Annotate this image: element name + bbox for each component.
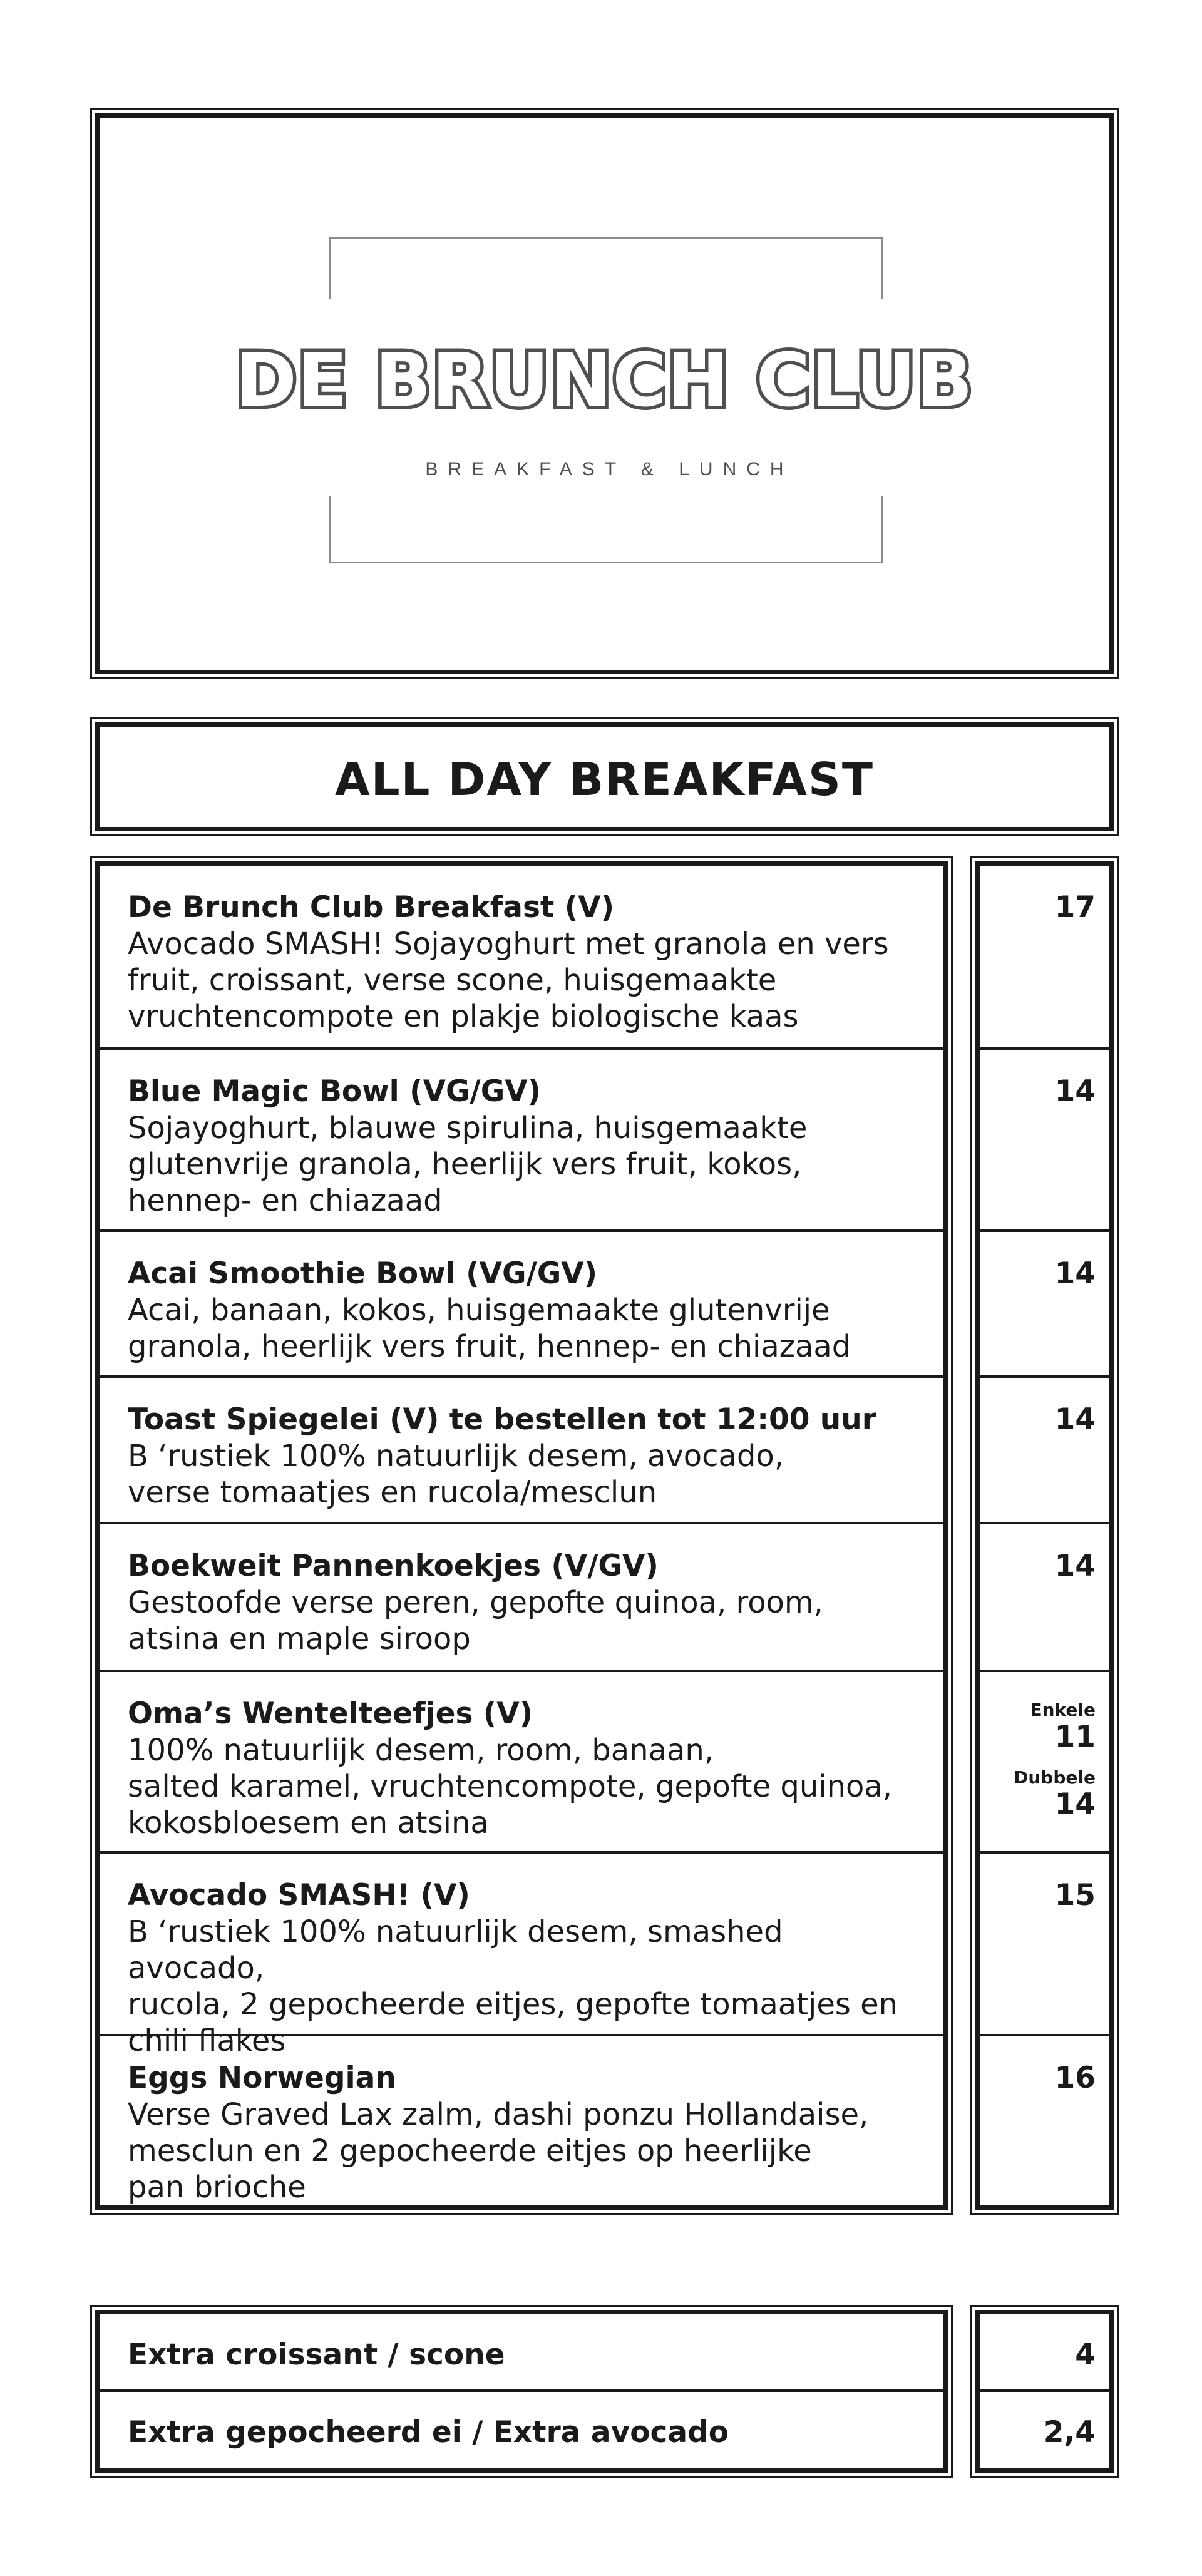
item-price: 14 xyxy=(1054,1402,1096,1437)
logo-title: DE BRUNCH CLUB xyxy=(235,337,973,423)
extras-table xyxy=(90,2305,953,2478)
extra-price-cell xyxy=(980,2392,1109,2470)
item-description: Gestoofde verse peren, gepofte quinoa, room, atsina en maple siroop xyxy=(128,1585,823,1656)
item-name: Oma’s Wentelteefjes (V) xyxy=(128,1696,533,1731)
item-description: B ‘rustiek 100% natuurlijk desem, smashed avocado, rucola, 2 gepocheerde eitjes, gepofte tomaatjes en chili flakes xyxy=(128,1914,898,2058)
item-price: 14 xyxy=(1054,1074,1096,1109)
item-description: Sojayoghurt, blauwe spirulina, huisgemaakte glutenvrije granola, heerlijk vers fruit, kokos, hennep- en chiazaad xyxy=(128,1111,808,1218)
extra-price-cell xyxy=(980,2314,1109,2392)
menu-item xyxy=(100,1378,943,1524)
logo-box xyxy=(90,108,1119,679)
menu-item xyxy=(100,1524,943,1672)
item-description: B ‘rustiek 100% natuurlijk desem, avocado, verse tomaatjes en rucola/mesclun xyxy=(128,1439,784,1510)
item-name: Avocado SMASH! (V) xyxy=(128,1878,470,1912)
menu-item xyxy=(100,2036,943,2205)
price-cell xyxy=(980,1378,1109,1524)
extra-name: Extra croissant / scone xyxy=(128,2337,505,2372)
menu-item xyxy=(100,1854,943,2058)
extra-price: 4 xyxy=(1075,2337,1096,2372)
extra-name: Extra gepocheerd ei / Extra avocado xyxy=(128,2415,729,2450)
item-description: Avocado SMASH! Sojayoghurt met granola en vers fruit, croissant, verse scone, huisgemaakte vruchtencompote en plakje biologische kaas xyxy=(128,926,889,1034)
section-title: ALL DAY BREAKFAST xyxy=(335,753,874,806)
item-name: Blue Magic Bowl (VG/GV) xyxy=(128,1074,542,1109)
item-name: Eggs Norwegian xyxy=(128,2061,396,2095)
price-cell xyxy=(980,1854,1109,2036)
price-option-value: 14 xyxy=(1054,1787,1096,1822)
item-price: 16 xyxy=(1054,2061,1096,2095)
price-option-value: 11 xyxy=(1054,1720,1096,1754)
item-price: 17 xyxy=(1054,890,1096,925)
item-name: De Brunch Club Breakfast (V) xyxy=(128,890,615,925)
price-option-label: Dubbele xyxy=(1014,1767,1096,1788)
menu-prices-table xyxy=(970,856,1119,2215)
section-heading-box xyxy=(90,717,1119,836)
item-name: Toast Spiegelei (V) te bestellen tot 12:00 uur xyxy=(128,1402,876,1437)
price-cell xyxy=(980,2036,1109,2205)
price-cell xyxy=(980,866,1109,1050)
price-cell xyxy=(980,1672,1109,1854)
item-price: 15 xyxy=(1054,1878,1096,1912)
price-cell xyxy=(980,1524,1109,1672)
item-price: 14 xyxy=(1054,1549,1096,1583)
price-cell xyxy=(980,1232,1109,1378)
extras-prices-table xyxy=(970,2305,1119,2478)
extra-price: 2,4 xyxy=(1043,2415,1096,2450)
extra-item xyxy=(100,2314,943,2392)
item-name: Boekweit Pannenkoekjes (V/GV) xyxy=(128,1549,659,1583)
price-options xyxy=(1014,1700,1096,1821)
logo-subtitle: BREAKFAST & LUNCH xyxy=(425,459,794,480)
menu-item xyxy=(100,1672,943,1854)
extra-item xyxy=(100,2392,943,2470)
menu-item xyxy=(100,1232,943,1378)
item-description: 100% natuurlijk desem, room, banaan, salted karamel, vruchtencompote, gepofte quinoa, kokosbloesem en atsina xyxy=(128,1733,893,1840)
menu-item xyxy=(100,866,943,1050)
item-name: Acai Smoothie Bowl (VG/GV) xyxy=(128,1256,598,1291)
price-option-label: Enkele xyxy=(1030,1700,1096,1720)
menu-item xyxy=(100,1050,943,1232)
item-description: Acai, banaan, kokos, huisgemaakte glutenvrije granola, heerlijk vers fruit, hennep- en chiazaad xyxy=(128,1293,851,1364)
menu-items-table xyxy=(90,856,953,2215)
item-price: 14 xyxy=(1054,1256,1096,1291)
price-cell xyxy=(980,1050,1109,1232)
item-description: Verse Graved Lax zalm, dashi ponzu Hollandaise, mesclun en 2 gepocheerde eitjes op heerlijke pan brioche xyxy=(128,2097,869,2205)
